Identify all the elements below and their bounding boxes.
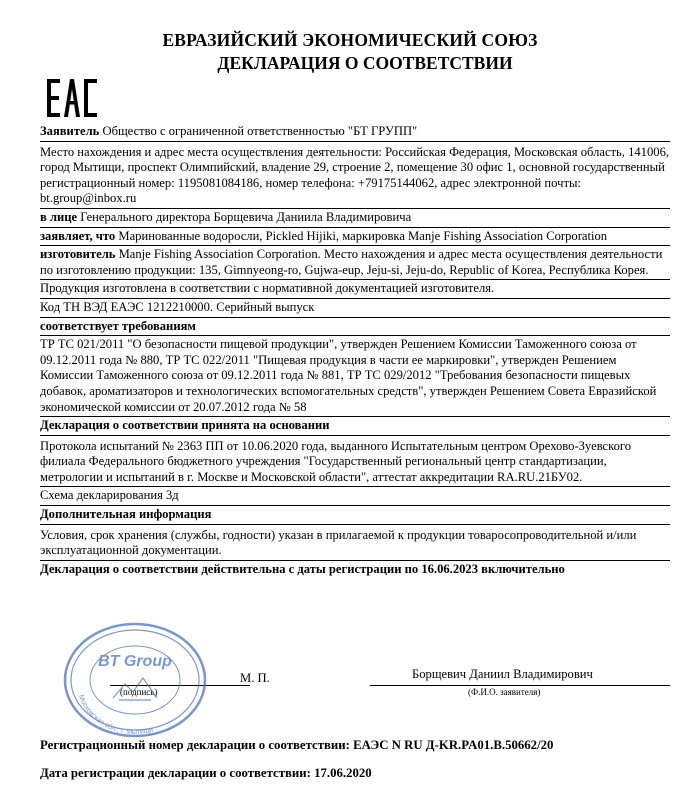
company-stamp xyxy=(55,620,215,745)
declaration-body xyxy=(40,123,670,578)
applicant-label: Заявитель xyxy=(40,124,100,138)
validity-text: Декларация о соответствии действительна с даты регистрации по 16.06.2023 включительно xyxy=(40,561,565,576)
declares-value: Маринованные водоросли, Pickled Hijiki, маркировка Manje Fishing Association Corporation xyxy=(115,228,608,243)
fio-caption: (Ф.И.О. заявителя) xyxy=(468,687,541,697)
declares-label: заявляет, что xyxy=(40,228,116,243)
header-declaration-title: ДЕКЛАРАЦИЯ О СООТВЕТСТВИИ xyxy=(217,53,513,73)
name-line xyxy=(370,685,670,686)
manufacturer-section xyxy=(40,246,670,280)
address-text: Место нахождения и адрес места осуществления деятельности: Российская Федерация, Московская область, 141006, город Мытищи, проспект Олимпийский, владение 29, строение 2, помещение 30 офис 1, основной государственный регистрационный номер: 1195081084186, номер телефона: +79175144062, адрес электронной почты: bt.group@inbox.ru xyxy=(40,144,670,206)
mp-label: М. П. xyxy=(240,671,270,685)
representative-value: Генерального директора Борщевича Даниила Владимировича xyxy=(77,209,412,224)
applicant-value: Общество с ограниченной ответственностью "БТ ГРУПП" xyxy=(99,124,418,138)
declares-section xyxy=(40,228,670,247)
eac-logo xyxy=(47,79,97,122)
eac-mark-icon xyxy=(47,79,97,117)
registration-number: Регистрационный номер декларации о соответствии: ЕАЭС N RU Д-KR.PA01.B.50662/20 xyxy=(40,738,554,752)
header-union-title: ЕВРАЗИЙСКИЙ ЭКОНОМИЧЕСКИЙ СОЮЗ xyxy=(162,30,538,50)
stamp-brand: BT Group xyxy=(98,653,172,670)
applicant-section xyxy=(40,123,670,142)
additional-text: Условия, срок хранения (службы, годности) указан в прилагаемой к продукции товаросопроводительной и/или эксплуатационной документации. xyxy=(40,525,670,561)
basis-text: Протокола испытаний № 2363 ПП от 10.06.2020 года, выданного Испытательным центром Орехово-Зуевского филиала Федерального бюджетного учреждения "Государственный региональный центр стандартизации, метрологии и испытаний в г. Москве и Московской области", аттестат аккредитации RA.RU.21БУ02. xyxy=(40,436,670,488)
requirements-label-row xyxy=(40,318,670,337)
representative-label: в лице xyxy=(40,209,78,224)
registration-date: Дата регистрации декларации о соответствии: 17.06.2020 xyxy=(40,766,372,780)
signature-caption: (подпись) xyxy=(120,687,158,697)
basis-label: Декларация о соответствии принята на основании xyxy=(40,418,330,433)
address-section xyxy=(40,142,670,209)
manufacturer-label: изготовитель xyxy=(40,247,116,262)
signatory-name: Борщевич Даниил Владимирович xyxy=(412,667,593,681)
stamp-seal-icon xyxy=(55,620,215,740)
additional-label: Дополнительная информация xyxy=(40,507,212,522)
production-note: Продукция изготовлена в соответствии с нормативной документацией изготовителя. xyxy=(40,280,670,299)
representative-section xyxy=(40,209,670,228)
requirements-text: ТР ТС 021/2011 "О безопасности пищевой продукции", утвержден Решением Комиссии Таможенного союза от 09.12.2011 года № 880, ТР ТС 022/2011 "Пищевая продукция в части ее маркировки", утвержден Решением Комиссии Таможенного союза от 09.12.2011 года № 881, ТР ТС 029/2012 "Требования безопасности пищевых добавок, ароматизаторов и технологических вспомогательных средств", утвержден Решением Совета Евразийской экономической комиссии от 20.07.2012 года № 58 xyxy=(40,336,670,417)
tnved-code: Код ТН ВЭД ЕАЭС 1212210000. Серийный выпуск xyxy=(40,299,670,318)
stamp-ring-text: Московская обл., г. Мытищи xyxy=(77,693,155,737)
basis-label-row xyxy=(40,417,670,436)
requirements-label: соответствует требованиям xyxy=(40,318,196,333)
manufacturer-value: Manje Fishing Association Corporation. Место нахождения и адрес места осуществления деятельности по изготовлению продукции: 135, Gimnyeong-ro, Gujwa-eup, Jeju-si, Jeju-do, Republic of Korea, Республика Корея. xyxy=(40,247,663,277)
scheme-text: Схема декларирования 3д xyxy=(40,487,670,506)
additional-label-row xyxy=(40,506,670,525)
validity-row xyxy=(40,561,670,579)
